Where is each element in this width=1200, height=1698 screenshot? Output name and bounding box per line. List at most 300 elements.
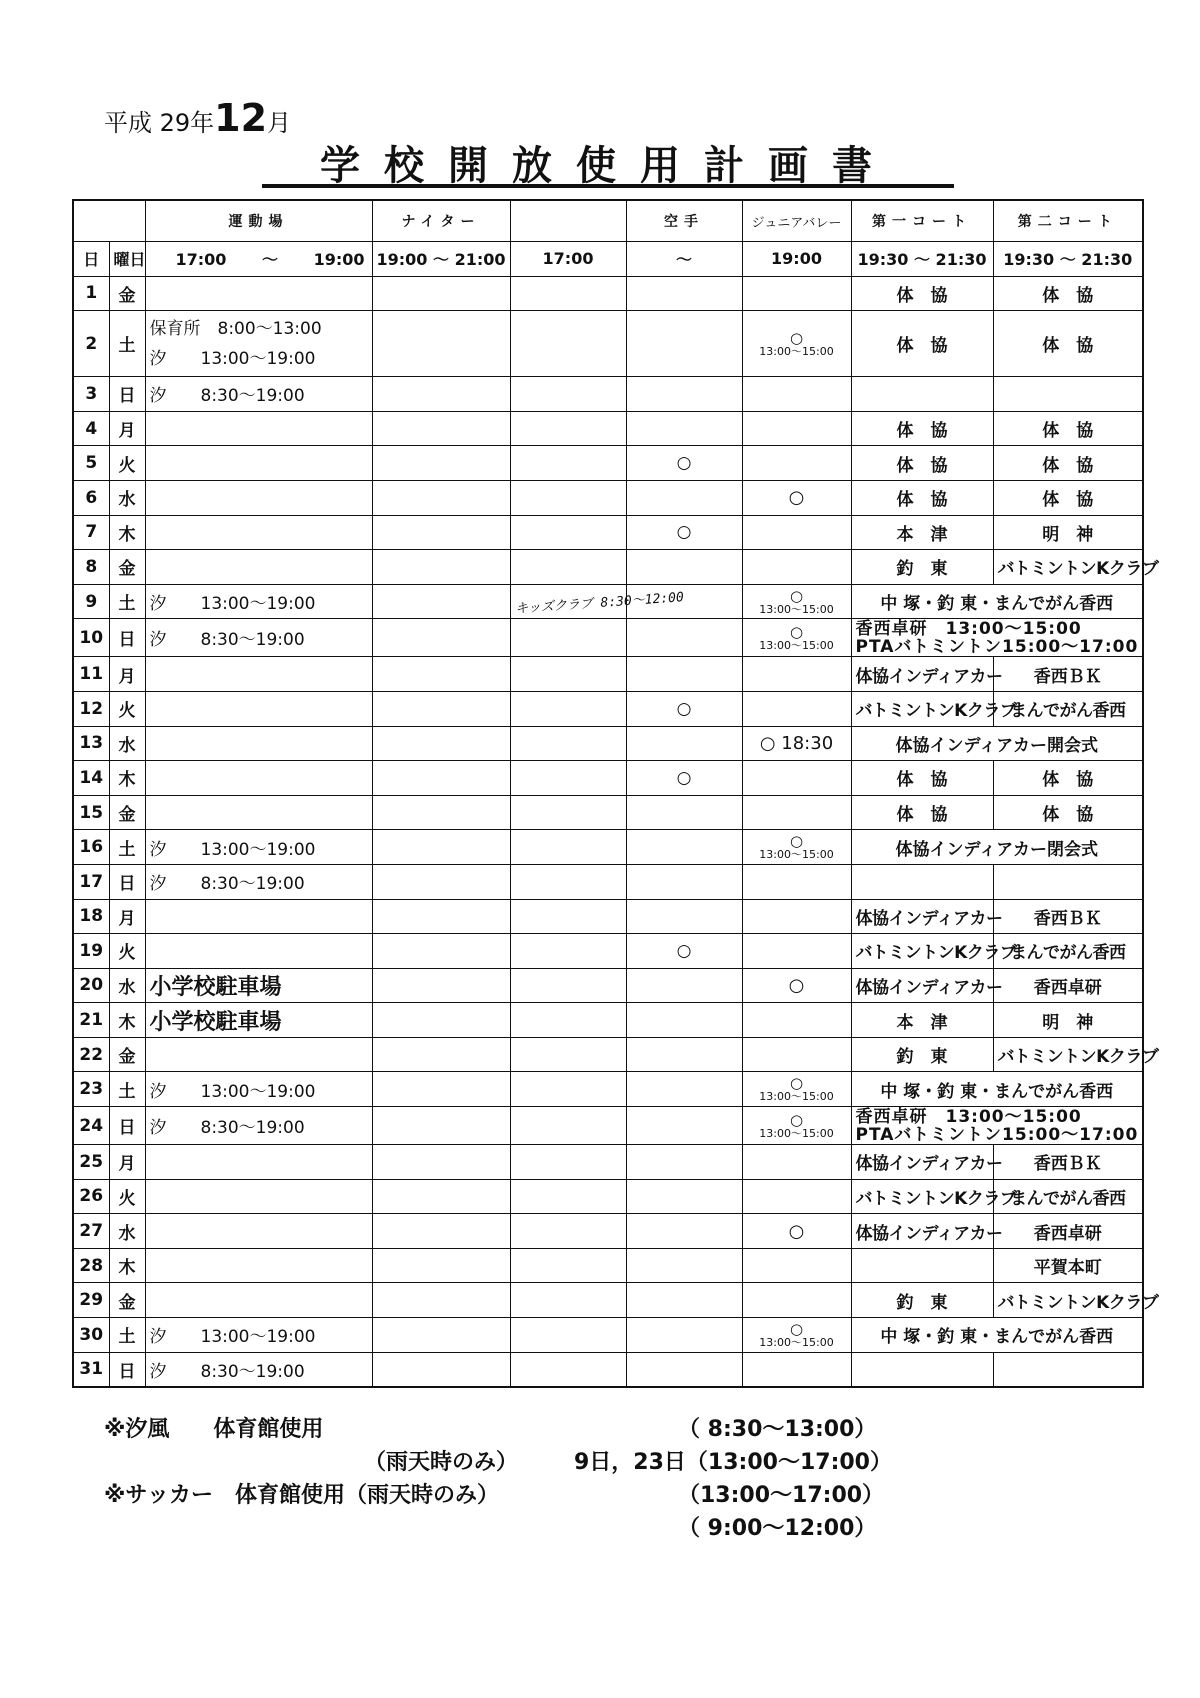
gym-booking bbox=[510, 446, 626, 481]
volley-slot bbox=[747, 1110, 847, 1140]
table-row bbox=[73, 934, 1143, 969]
weekday: 水 bbox=[109, 480, 145, 515]
ground-time: 8:30〜19:00 bbox=[200, 1118, 305, 1139]
junior-volley-booking bbox=[742, 480, 851, 515]
court-2-booking: 体 協 bbox=[993, 480, 1143, 515]
nighter-booking bbox=[372, 446, 510, 481]
schedule-table bbox=[72, 199, 1159, 1388]
table-row bbox=[73, 1283, 1143, 1318]
gym-handwritten-note: キッズクラブ 8:30〜12:00 bbox=[514, 589, 684, 617]
volley-mark: ○ bbox=[789, 1319, 804, 1338]
day-number: 14 bbox=[73, 761, 109, 796]
time-gym-end: 19:00 bbox=[742, 242, 851, 277]
nighter-booking bbox=[372, 1283, 510, 1318]
court-1-booking: 体 協 bbox=[851, 795, 993, 830]
court-2-booking: 体 協 bbox=[993, 411, 1143, 446]
day-number: 22 bbox=[73, 1037, 109, 1072]
col-blank bbox=[510, 200, 626, 242]
time-ground-end: 19:00 bbox=[313, 250, 365, 270]
ground-line-2: 汐 13:00〜19:00 bbox=[149, 348, 316, 369]
junior-volley-booking bbox=[742, 899, 851, 934]
time-gym-start: 17:00 bbox=[510, 242, 626, 277]
court-2-booking bbox=[993, 864, 1143, 899]
day-number: 27 bbox=[73, 1214, 109, 1249]
table-row bbox=[73, 515, 1143, 550]
ground-time: 8:30〜19:00 bbox=[200, 1361, 305, 1382]
day-number: 2 bbox=[73, 311, 109, 377]
karate-booking bbox=[626, 550, 742, 585]
ground-booking bbox=[145, 1179, 372, 1214]
volley-mark: ○ bbox=[789, 586, 804, 605]
junior-volley-booking bbox=[742, 515, 851, 550]
ground-booking bbox=[145, 446, 372, 481]
junior-volley-booking bbox=[742, 934, 851, 969]
day-number: 4 bbox=[73, 411, 109, 446]
month-number: 12 bbox=[214, 96, 268, 140]
ground-booking bbox=[145, 1352, 372, 1387]
time-gym-tilde: 〜 bbox=[626, 242, 742, 277]
day-number: 20 bbox=[73, 968, 109, 1003]
court-2-booking: 香西ＢＫ bbox=[993, 1145, 1143, 1180]
ground-user: 汐 bbox=[149, 630, 167, 651]
karate-booking bbox=[626, 968, 742, 1003]
court-2-booking: まんでがん香西 bbox=[993, 934, 1143, 969]
karate-booking bbox=[626, 899, 742, 934]
karate-booking bbox=[626, 726, 742, 761]
gym-booking bbox=[510, 968, 626, 1003]
nighter-booking bbox=[372, 657, 510, 692]
day-number: 10 bbox=[73, 619, 109, 657]
nighter-booking bbox=[372, 276, 510, 311]
volley-slot bbox=[747, 1076, 847, 1102]
table-row bbox=[73, 830, 1143, 865]
volley-mark: ○ bbox=[789, 1074, 804, 1093]
weekday: 木 bbox=[109, 515, 145, 550]
weekday: 土 bbox=[109, 1318, 145, 1353]
ground-booking bbox=[145, 1283, 372, 1318]
gym-booking bbox=[510, 550, 626, 585]
gym-booking bbox=[510, 691, 626, 726]
nighter-booking bbox=[372, 1214, 510, 1249]
ground-booking bbox=[145, 657, 372, 692]
court-2-booking: バトミントンKクラブ bbox=[993, 1283, 1143, 1318]
karate-booking: ○ bbox=[626, 761, 742, 796]
header-row-times bbox=[73, 242, 1143, 277]
ground-user: 汐 bbox=[149, 386, 167, 407]
volley-mark: ○ bbox=[789, 622, 804, 641]
volley-mark: ○ 18:30 bbox=[759, 732, 834, 754]
ground-time: 13:00〜19:00 bbox=[200, 1327, 316, 1348]
weekday: 日 bbox=[109, 619, 145, 657]
day-number: 3 bbox=[73, 377, 109, 412]
day-number: 11 bbox=[73, 657, 109, 692]
table-row bbox=[73, 1318, 1143, 1353]
weekday: 月 bbox=[109, 1145, 145, 1180]
volley-slot bbox=[747, 834, 847, 860]
court-1-booking: バトミントンKクラブ bbox=[851, 691, 993, 726]
nighter-booking bbox=[372, 864, 510, 899]
ground-time: 13:00〜19:00 bbox=[200, 839, 316, 860]
nighter-booking bbox=[372, 1107, 510, 1145]
ground-booking bbox=[145, 1003, 372, 1038]
nighter-booking bbox=[372, 726, 510, 761]
ground-booking bbox=[145, 899, 372, 934]
day-number: 7 bbox=[73, 515, 109, 550]
weekday: 水 bbox=[109, 968, 145, 1003]
karate-booking bbox=[626, 795, 742, 830]
ground-time: 8:30〜19:00 bbox=[200, 386, 305, 407]
nighter-booking bbox=[372, 377, 510, 412]
junior-volley-booking bbox=[742, 830, 851, 865]
note-soccer-time-2: （ 9:00〜12:00） bbox=[678, 1516, 877, 1541]
court-booking-merged bbox=[851, 619, 1143, 657]
nighter-booking bbox=[372, 550, 510, 585]
weekday: 土 bbox=[109, 584, 145, 619]
table-row bbox=[73, 1037, 1143, 1072]
weekday: 月 bbox=[109, 657, 145, 692]
note-dates: 9日，23日（13:00〜17:00） bbox=[574, 1450, 892, 1475]
court-1-booking: 体協インディアカー bbox=[851, 968, 993, 1003]
table-row bbox=[73, 550, 1143, 585]
ground-booking bbox=[145, 1318, 372, 1353]
karate-booking bbox=[626, 1283, 742, 1318]
volley-time: 13:00〜15:00 bbox=[759, 344, 834, 358]
karate-booking bbox=[626, 657, 742, 692]
court-2-booking: 体 協 bbox=[993, 276, 1143, 311]
ground-user: 汐 bbox=[149, 874, 167, 895]
junior-volley-booking bbox=[742, 584, 851, 619]
weekday: 金 bbox=[109, 795, 145, 830]
volley-mark: ○ bbox=[788, 1220, 805, 1242]
court-booking-merged: 体協インディアカー閉会式 bbox=[851, 830, 1143, 865]
weekday: 日 bbox=[109, 864, 145, 899]
ground-booking bbox=[145, 584, 372, 619]
karate-booking bbox=[626, 830, 742, 865]
col-day: 日 bbox=[73, 242, 109, 277]
volley-mark: ○ bbox=[788, 974, 805, 996]
court-1-booking: バトミントンKクラブ bbox=[851, 1179, 993, 1214]
day-number: 18 bbox=[73, 899, 109, 934]
ground-booking bbox=[145, 864, 372, 899]
gym-booking bbox=[510, 1037, 626, 1072]
court-2-booking: 体 協 bbox=[993, 761, 1143, 796]
karate-booking bbox=[626, 1352, 742, 1387]
weekday: 日 bbox=[109, 1107, 145, 1145]
day-number: 31 bbox=[73, 1352, 109, 1387]
ground-booking bbox=[145, 795, 372, 830]
court-1-booking bbox=[851, 1352, 993, 1387]
time-ground-start: 17:00 bbox=[175, 250, 227, 270]
nighter-booking bbox=[372, 1003, 510, 1038]
court-2-booking: まんでがん香西 bbox=[993, 1179, 1143, 1214]
junior-volley-booking bbox=[742, 550, 851, 585]
weekday: 木 bbox=[109, 1003, 145, 1038]
karate-booking: ○ bbox=[626, 515, 742, 550]
junior-volley-booking bbox=[742, 1037, 851, 1072]
junior-volley-booking bbox=[742, 726, 851, 761]
court-2-booking: 体 協 bbox=[993, 311, 1143, 377]
court-2-booking: 明 神 bbox=[993, 515, 1143, 550]
day-number: 30 bbox=[73, 1318, 109, 1353]
court-1-booking: 釣 東 bbox=[851, 550, 993, 585]
table-row bbox=[73, 864, 1143, 899]
ground-booking bbox=[145, 968, 372, 1003]
ground-booking bbox=[145, 1145, 372, 1180]
karate-booking bbox=[626, 480, 742, 515]
ground-user: 汐 bbox=[149, 1118, 167, 1139]
karate-booking bbox=[626, 619, 742, 657]
gym-booking bbox=[510, 1352, 626, 1387]
gym-booking bbox=[510, 1214, 626, 1249]
table-row bbox=[73, 691, 1143, 726]
court-line-1: 香西卓研 13:00〜15:00 bbox=[855, 618, 1082, 639]
gym-booking bbox=[510, 726, 626, 761]
document-title: 学校開放使用計画書 bbox=[320, 142, 896, 189]
table-row bbox=[73, 899, 1143, 934]
court-1-booking bbox=[851, 864, 993, 899]
table-row bbox=[73, 1072, 1143, 1107]
day-number: 17 bbox=[73, 864, 109, 899]
weekday: 月 bbox=[109, 899, 145, 934]
day-number: 13 bbox=[73, 726, 109, 761]
ground-line-1: 保育所 8:00〜13:00 bbox=[149, 318, 322, 339]
gym-booking bbox=[510, 377, 626, 412]
note-soccer: ※サッカー 体育館使用（雨天時のみ） bbox=[104, 1483, 499, 1508]
day-number: 8 bbox=[73, 550, 109, 585]
gym-booking bbox=[510, 1283, 626, 1318]
nighter-booking bbox=[372, 1318, 510, 1353]
junior-volley-booking bbox=[742, 1072, 851, 1107]
gym-booking bbox=[510, 899, 626, 934]
weekday: 日 bbox=[109, 1352, 145, 1387]
court-booking-merged: 体協インディアカー開会式 bbox=[851, 726, 1143, 761]
junior-volley-booking bbox=[742, 619, 851, 657]
volley-mark: ○ bbox=[789, 1110, 804, 1129]
volley-slot bbox=[747, 622, 847, 652]
court-line-2: PTAバトミントン15:00〜17:00 bbox=[855, 636, 1139, 657]
gym-booking bbox=[510, 795, 626, 830]
volley-slot bbox=[747, 1319, 847, 1349]
nighter-booking bbox=[372, 515, 510, 550]
nighter-booking bbox=[372, 311, 510, 377]
junior-volley-booking bbox=[742, 1352, 851, 1387]
junior-volley-booking bbox=[742, 1003, 851, 1038]
ground-booking bbox=[145, 1248, 372, 1283]
table-row bbox=[73, 411, 1143, 446]
ground-booking bbox=[145, 480, 372, 515]
gym-booking bbox=[510, 761, 626, 796]
note-shiokaze: ※汐風 体育館使用 bbox=[104, 1417, 324, 1442]
volley-time: 13:00〜15:00 bbox=[759, 602, 834, 616]
table-row bbox=[73, 726, 1143, 761]
header-row-facilities bbox=[73, 200, 1143, 242]
note-rain-only: （雨天時のみ） bbox=[364, 1450, 519, 1475]
volley-time: 13:00〜15:00 bbox=[759, 848, 834, 862]
day-number: 25 bbox=[73, 1145, 109, 1180]
weekday: 水 bbox=[109, 1214, 145, 1249]
day-number: 23 bbox=[73, 1072, 109, 1107]
gym-booking bbox=[510, 619, 626, 657]
title-underline bbox=[262, 184, 954, 188]
weekday: 月 bbox=[109, 411, 145, 446]
karate-booking bbox=[626, 411, 742, 446]
court-2-booking: まんでがん香西 bbox=[993, 691, 1143, 726]
karate-booking bbox=[626, 1179, 742, 1214]
ground-user: 汐 bbox=[149, 839, 167, 860]
ground-time: 8:30〜19:00 bbox=[200, 874, 305, 895]
nighter-booking bbox=[372, 1179, 510, 1214]
time-ground-tilde: 〜 bbox=[262, 250, 279, 270]
gym-booking bbox=[510, 1072, 626, 1107]
court-2-booking: 平賀本町 bbox=[993, 1248, 1143, 1283]
table-row bbox=[73, 619, 1143, 657]
weekday: 土 bbox=[109, 830, 145, 865]
col-court-1: 第一コート bbox=[851, 200, 993, 242]
ground-booking bbox=[145, 1214, 372, 1249]
nighter-booking bbox=[372, 795, 510, 830]
gym-booking bbox=[510, 480, 626, 515]
ground-booking bbox=[145, 311, 372, 377]
day-number: 1 bbox=[73, 276, 109, 311]
weekday: 水 bbox=[109, 726, 145, 761]
day-number: 28 bbox=[73, 1248, 109, 1283]
time-court-1: 19:30 〜 21:30 bbox=[851, 242, 993, 277]
ground-booking bbox=[145, 1072, 372, 1107]
junior-volley-booking bbox=[742, 657, 851, 692]
court-2-booking bbox=[993, 1352, 1143, 1387]
ground-user: 汐 bbox=[149, 594, 167, 615]
time-nighter: 19:00 〜 21:00 bbox=[372, 242, 510, 277]
junior-volley-booking bbox=[742, 276, 851, 311]
weekday: 日 bbox=[109, 377, 145, 412]
ground-text: 小学校駐車場 bbox=[149, 974, 282, 1000]
ground-time: 13:00〜19:00 bbox=[200, 594, 316, 615]
court-2-booking: 香西卓研 bbox=[993, 1214, 1143, 1249]
table-row bbox=[73, 1248, 1143, 1283]
karate-booking bbox=[626, 1145, 742, 1180]
gym-booking bbox=[510, 1145, 626, 1180]
table-row bbox=[73, 1107, 1143, 1145]
karate-booking: ○ bbox=[626, 934, 742, 969]
day-number: 9 bbox=[73, 584, 109, 619]
karate-booking bbox=[626, 377, 742, 412]
court-2-booking: バトミントンKクラブ bbox=[993, 1037, 1143, 1072]
nighter-booking bbox=[372, 761, 510, 796]
day-number: 15 bbox=[73, 795, 109, 830]
court-2-booking: 香西卓研 bbox=[993, 968, 1143, 1003]
day-number: 12 bbox=[73, 691, 109, 726]
court-1-booking: 体 協 bbox=[851, 276, 993, 311]
court-booking-merged: 中 塚・釣 東・まんでがん香西 bbox=[851, 1072, 1143, 1107]
court-1-booking: 本 津 bbox=[851, 1003, 993, 1038]
court-1-booking: 体 協 bbox=[851, 411, 993, 446]
junior-volley-booking bbox=[742, 864, 851, 899]
court-booking-merged: 中 塚・釣 東・まんでがん香西 bbox=[851, 584, 1143, 619]
gym-booking bbox=[510, 864, 626, 899]
karate-booking: ○ bbox=[626, 446, 742, 481]
ground-booking bbox=[145, 619, 372, 657]
court-booking-merged bbox=[851, 1107, 1143, 1145]
junior-volley-booking bbox=[742, 377, 851, 412]
weekday: 金 bbox=[109, 1037, 145, 1072]
karate-booking bbox=[626, 1003, 742, 1038]
junior-volley-booking bbox=[742, 1318, 851, 1353]
court-1-booking bbox=[851, 1248, 993, 1283]
table-row bbox=[73, 1003, 1143, 1038]
nighter-booking bbox=[372, 1072, 510, 1107]
nighter-booking bbox=[372, 1037, 510, 1072]
junior-volley-booking bbox=[742, 761, 851, 796]
court-1-booking: 本 津 bbox=[851, 515, 993, 550]
weekday: 金 bbox=[109, 276, 145, 311]
nighter-booking bbox=[372, 968, 510, 1003]
weekday: 火 bbox=[109, 1179, 145, 1214]
weekday: 土 bbox=[109, 1072, 145, 1107]
nighter-booking bbox=[372, 830, 510, 865]
volley-slot bbox=[747, 586, 847, 616]
karate-booking bbox=[626, 1072, 742, 1107]
nighter-booking bbox=[372, 934, 510, 969]
gym-booking bbox=[510, 1179, 626, 1214]
ground-booking bbox=[145, 691, 372, 726]
gym-booking bbox=[510, 830, 626, 865]
court-1-booking: 体 協 bbox=[851, 446, 993, 481]
junior-volley-booking bbox=[742, 1145, 851, 1180]
nighter-booking bbox=[372, 584, 510, 619]
court-1-booking: 体協インディアカー bbox=[851, 1214, 993, 1249]
gym-booking bbox=[510, 411, 626, 446]
karate-booking bbox=[626, 276, 742, 311]
court-1-booking: 体 協 bbox=[851, 761, 993, 796]
court-2-booking bbox=[993, 377, 1143, 412]
karate-booking bbox=[626, 1037, 742, 1072]
court-line-2: PTAバトミントン15:00〜17:00 bbox=[855, 1124, 1139, 1145]
table-row bbox=[73, 761, 1143, 796]
ground-booking bbox=[145, 411, 372, 446]
time-ground bbox=[145, 242, 372, 277]
ground-booking bbox=[145, 377, 372, 412]
table-row bbox=[73, 584, 1143, 619]
nighter-booking bbox=[372, 619, 510, 657]
court-2-booking: バトミントンKクラブ bbox=[993, 550, 1143, 585]
month-suffix: 月 bbox=[267, 109, 292, 137]
time-court-2: 19:30 〜 21:30 bbox=[993, 242, 1143, 277]
gym-booking bbox=[510, 515, 626, 550]
volley-time: 13:00〜15:00 bbox=[759, 1126, 834, 1140]
weekday: 金 bbox=[109, 1283, 145, 1318]
day-number: 29 bbox=[73, 1283, 109, 1318]
ground-text: 小学校駐車場 bbox=[149, 1009, 282, 1035]
nighter-booking bbox=[372, 899, 510, 934]
weekday: 木 bbox=[109, 761, 145, 796]
junior-volley-booking bbox=[742, 1283, 851, 1318]
note-soccer-time-1: （13:00〜17:00） bbox=[678, 1483, 885, 1508]
col-weekday: 曜日 bbox=[109, 242, 145, 277]
karate-booking bbox=[626, 1107, 742, 1145]
gym-booking bbox=[510, 584, 684, 619]
col-nighter: ナイター bbox=[372, 200, 510, 242]
ground-booking bbox=[145, 1037, 372, 1072]
court-2-booking: 明 神 bbox=[993, 1003, 1143, 1038]
junior-volley-booking bbox=[742, 1248, 851, 1283]
weekday: 火 bbox=[109, 446, 145, 481]
ground-booking bbox=[145, 934, 372, 969]
nighter-booking bbox=[372, 411, 510, 446]
gym-booking bbox=[510, 1003, 626, 1038]
ground-booking bbox=[145, 550, 372, 585]
day-number: 24 bbox=[73, 1107, 109, 1145]
ground-user: 汐 bbox=[149, 1327, 167, 1348]
